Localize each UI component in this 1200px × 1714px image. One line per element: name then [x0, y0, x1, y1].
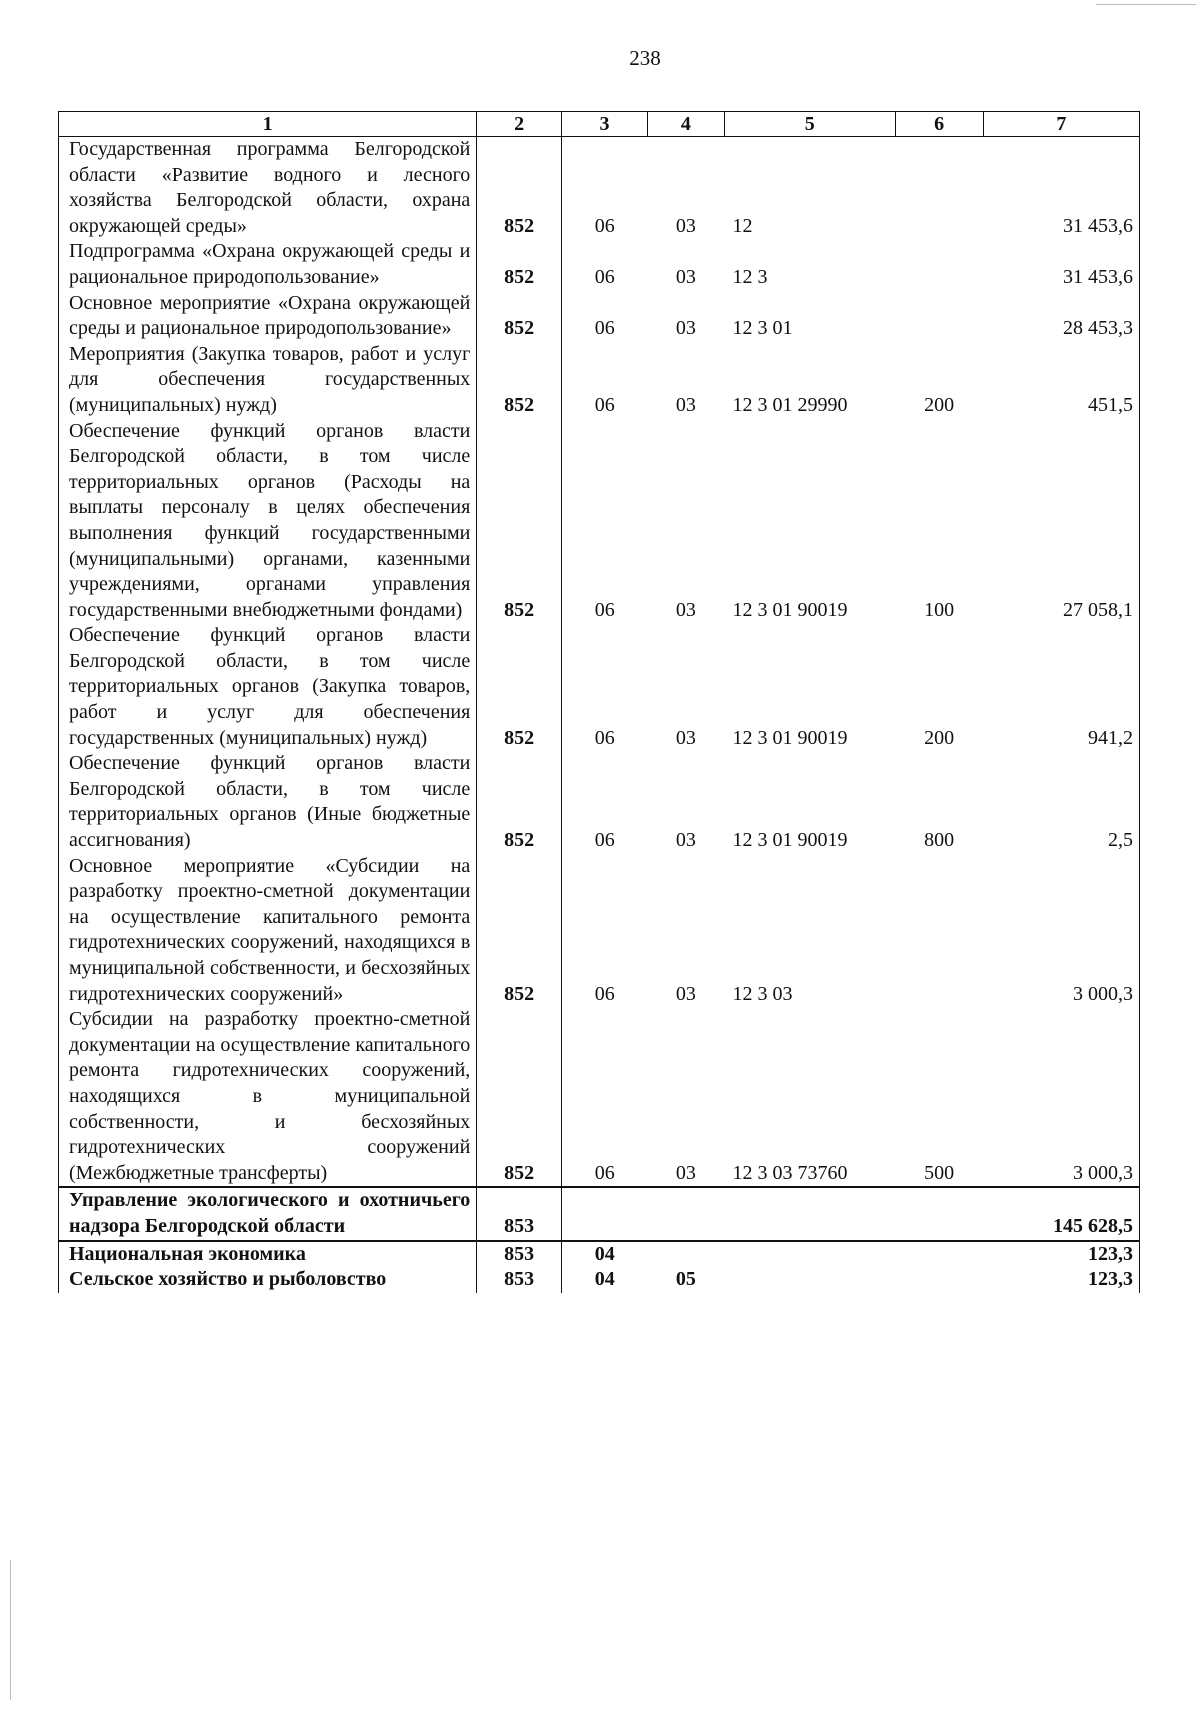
row-target-article: 12	[732, 214, 753, 237]
row-ministry-code: 852	[477, 419, 562, 624]
row-name: Управление экологического и охотничьего надзора Белгородской области	[59, 1187, 477, 1240]
row-target-article: 12 3 03	[732, 982, 793, 1005]
header-col-6: 6	[895, 112, 983, 137]
row-ministry-code: 852	[477, 854, 562, 1008]
row-name: Субсидии на разработку проектно-сметной документации на осуществление капитального ремонта гидротехнических сооружений, находящихся в муниципальной собственности, и бесхозяйных гидротехнических сооружений (Межбюджетные трансферты)	[59, 1007, 477, 1187]
row-ministry-code: 853	[477, 1187, 562, 1240]
row-ministry-code: 853	[477, 1267, 562, 1293]
budget-table	[58, 111, 1140, 1293]
row-target-article	[724, 1241, 895, 1268]
row-expense-type: 200	[924, 393, 955, 416]
row-target-article: 12 3 01 90019	[732, 829, 848, 852]
row-section-code: 06	[562, 623, 648, 751]
row-expense-type: 800	[924, 829, 955, 852]
header-col-5: 5	[724, 112, 895, 137]
row-amount: 27 058,1	[983, 419, 1139, 624]
row-ministry-code: 852	[477, 623, 562, 751]
table-row	[59, 751, 1140, 853]
table-row	[59, 291, 1140, 342]
row-amount: 31 453,6	[983, 239, 1139, 290]
row-name: Обеспечение функций органов власти Белгородской области, в том числе территориальных органов (Иные бюджетные ассигнования)	[59, 751, 477, 853]
header-col-3: 3	[562, 112, 648, 137]
row-target-article	[724, 1267, 895, 1293]
row-target-article: 12 3 03 73760	[732, 1161, 848, 1184]
row-expense-type: 500	[924, 1161, 955, 1184]
row-amount: 28 453,3	[983, 291, 1139, 342]
table-row	[59, 239, 1140, 290]
row-expense-type	[895, 137, 983, 240]
row-ministry-code: 853	[477, 1241, 562, 1268]
row-expense-type	[895, 1241, 983, 1268]
row-subsection-code: 03	[675, 598, 696, 621]
row-ministry-code: 852	[477, 291, 562, 342]
row-expense-type	[895, 854, 983, 1008]
row-section-code	[562, 1187, 648, 1240]
row-amount: 3 000,3	[983, 854, 1139, 1008]
table-row-subsection	[59, 1267, 1140, 1293]
table-row	[59, 854, 1140, 1008]
row-section-code: 06	[562, 239, 648, 290]
row-expense-type: 200	[924, 726, 955, 749]
row-subsection-code: 03	[675, 1161, 696, 1184]
table-row	[59, 419, 1140, 624]
row-expense-type	[895, 1267, 983, 1293]
row-amount: 145 628,5	[983, 1187, 1139, 1240]
row-subsection-code: 03	[675, 214, 696, 237]
row-section-code: 04	[562, 1241, 648, 1268]
row-target-article	[724, 1187, 895, 1240]
row-name: Основное мероприятие «Субсидии на разработку проектно-сметной документации на осуществление капитального ремонта гидротехнических сооружений, находящихся в муниципальной собственности, и бесхозяйных гидротехнических сооружений»	[59, 854, 477, 1008]
header-col-4: 4	[647, 112, 724, 137]
row-amount: 941,2	[983, 623, 1139, 751]
row-target-article: 12 3 01	[732, 317, 793, 340]
row-subsection-code	[647, 1187, 724, 1240]
row-ministry-code: 852	[477, 239, 562, 290]
row-name: Государственная программа Белгородской области «Развитие водного и лесного хозяйства Белгородской области, охрана окружающей среды»	[59, 137, 477, 240]
row-amount: 123,3	[983, 1267, 1139, 1293]
row-section-code: 06	[562, 854, 648, 1008]
table-row	[59, 623, 1140, 751]
row-expense-type	[895, 291, 983, 342]
row-ministry-code: 852	[477, 137, 562, 240]
row-subsection-code: 03	[675, 393, 696, 416]
row-ministry-code: 852	[477, 342, 562, 419]
table-row	[59, 137, 1140, 240]
table-row	[59, 342, 1140, 419]
table-row-department	[59, 1187, 1140, 1240]
row-section-code: 06	[562, 751, 648, 853]
table-header-row	[59, 112, 1140, 137]
row-amount: 3 000,3	[983, 1007, 1139, 1187]
row-section-code: 06	[562, 419, 648, 624]
row-subsection-code	[647, 1241, 724, 1268]
row-target-article: 12 3 01 29990	[732, 393, 848, 416]
row-name: Обеспечение функций органов власти Белгородской области, в том числе территориальных органов (Закупка товаров, работ и услуг для обеспечения государственных (муниципальных) нужд)	[59, 623, 477, 751]
row-amount: 2,5	[983, 751, 1139, 853]
scan-edge-mark	[1096, 4, 1196, 5]
row-expense-type: 100	[924, 598, 955, 621]
row-expense-type	[895, 1187, 983, 1240]
row-target-article: 12 3	[732, 265, 768, 288]
row-amount: 123,3	[983, 1241, 1139, 1268]
row-name: Сельское хозяйство и рыболовство	[59, 1267, 477, 1293]
table-row-section	[59, 1241, 1140, 1268]
row-name: Обеспечение функций органов власти Белгородской области, в том числе территориальных органов (Расходы на выплаты персоналу в целях обеспечения выполнения функций государственными (муниципальными) органами, казенными учреждениями, органами управления государственными внебюджетными фондами)	[59, 419, 477, 624]
row-section-code: 06	[562, 342, 648, 419]
row-section-code: 06	[562, 1007, 648, 1187]
row-subsection-code: 03	[675, 726, 696, 749]
row-target-article: 12 3 01 90019	[732, 598, 848, 621]
row-section-code: 06	[562, 291, 648, 342]
row-name: Мероприятия (Закупка товаров, работ и услуг для обеспечения государственных (муниципальных) нужд)	[59, 342, 477, 419]
row-name: Основное мероприятие «Охрана окружающей среды и рациональное природопользование»	[59, 291, 477, 342]
header-col-2: 2	[477, 112, 562, 137]
header-col-1: 1	[59, 112, 477, 137]
row-section-code: 04	[562, 1267, 648, 1293]
row-amount: 31 453,6	[983, 137, 1139, 240]
row-name: Национальная экономика	[59, 1241, 477, 1268]
row-ministry-code: 852	[477, 751, 562, 853]
row-ministry-code: 852	[477, 1007, 562, 1187]
row-subsection-code: 03	[675, 982, 696, 1005]
table-row	[59, 1007, 1140, 1187]
row-name: Подпрограмма «Охрана окружающей среды и рациональное природопользование»	[59, 239, 477, 290]
row-subsection-code: 03	[675, 829, 696, 852]
row-section-code: 06	[562, 137, 648, 240]
row-subsection-code: 05	[675, 1268, 696, 1291]
scan-edge-mark	[10, 1560, 11, 1700]
page-number: 238	[629, 46, 661, 70]
row-subsection-code: 03	[675, 317, 696, 340]
row-target-article: 12 3 01 90019	[732, 726, 848, 749]
row-amount: 451,5	[983, 342, 1139, 419]
row-subsection-code: 03	[675, 265, 696, 288]
header-col-7: 7	[983, 112, 1139, 137]
row-expense-type	[895, 239, 983, 290]
